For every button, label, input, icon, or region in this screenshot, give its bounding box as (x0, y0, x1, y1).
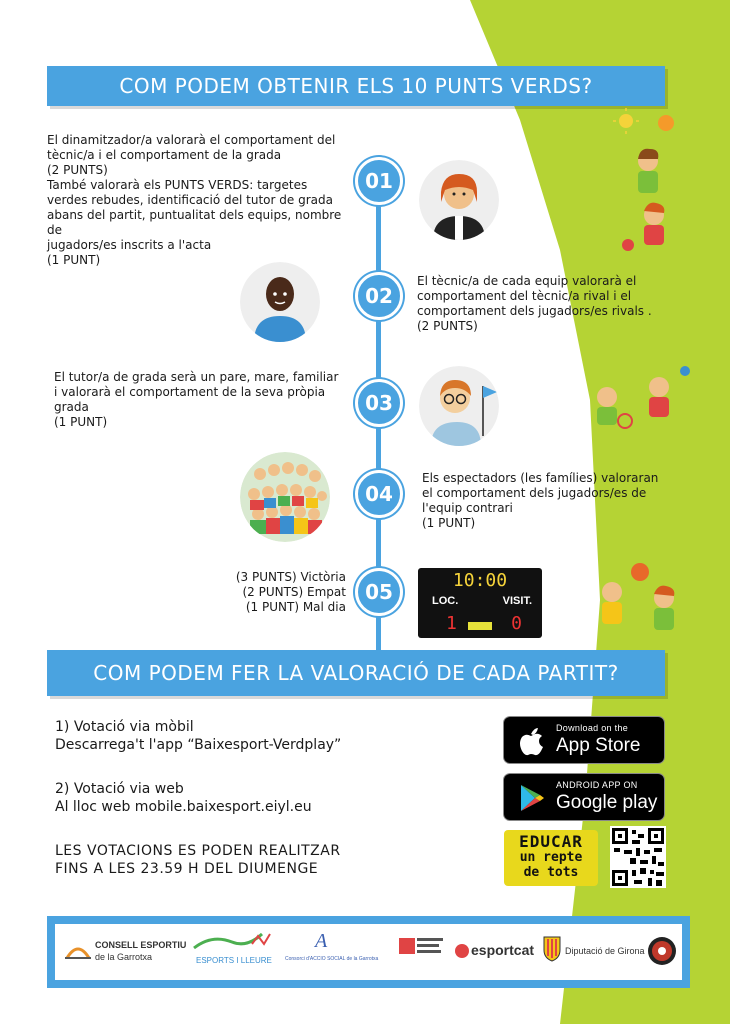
coach-illustration (240, 262, 320, 342)
scoreboard-time: 10:00 (452, 570, 508, 591)
step-3-number: 03 (355, 379, 403, 427)
step-1-text: El dinamitzador/a valorarà el comportament del tècnic/a i el comportament de la grada (2 PUNTS) També valorarà els PUNTS VERDS: targetes verdes rebudes, identificació del tutor de grada abans del partit, puntualitat dels equips, nombre de jugadors/es inscrits a l'acta (1 PUNT) (47, 133, 342, 267)
page-title: COM PODEM OBTENIR ELS 10 PUNTS VERDS? (47, 66, 665, 106)
vote-web (55, 780, 312, 816)
institut-logo (395, 924, 445, 980)
esportcat-mark-icon (455, 944, 469, 958)
scoreboard-away-label: VISIT. (502, 595, 532, 607)
kids-decoration-top (600, 105, 690, 255)
shield-icon (543, 936, 561, 962)
referee-illustration (419, 160, 499, 240)
scoreboard-bar (468, 622, 492, 630)
app-store-button[interactable]: Download on the App Store (503, 716, 665, 764)
scoreboard-away-score: 0 (511, 613, 522, 634)
qr-code[interactable] (610, 826, 666, 888)
scoreboard-home-label: LOC. (432, 595, 459, 607)
a-mark-icon: A (315, 930, 328, 952)
tutor-illustration (419, 366, 499, 446)
vote-web-text: Al lloc web mobile.baixesport.eiyl.eu (55, 799, 312, 815)
apple-icon (514, 724, 548, 758)
consorci-accio-social-logo: A Consorci d'ACCIÓ SOCIAL de la Garrotxa (285, 930, 379, 962)
kids-decoration-bottom (590, 560, 690, 635)
diputacio-girona-logo: Diputació de Girona (543, 924, 643, 980)
google-play-icon (514, 781, 548, 815)
esportcat-logo: esportcat (455, 924, 535, 980)
step-2-number: 02 (355, 272, 403, 320)
club-badge-logo (645, 924, 679, 980)
step-4-number: 04 (355, 470, 403, 518)
vote-mobile-text: Descarrega't l'app “Baixesport-Verdplay” (55, 737, 342, 753)
esports-i-lleure-logo: ESPORTS I LLEURE (190, 924, 275, 980)
club-badge-icon (647, 934, 677, 968)
google-play-button[interactable]: ANDROID APP ON Google play (503, 773, 665, 821)
vote-deadline: LES VOTACIONS ES PODEN REALITZAR FINS A LES 23.59 H DEL DIUMENGE (55, 843, 341, 877)
kids-decoration-middle (585, 365, 695, 440)
vote-mobile (55, 718, 341, 754)
section-title: COM PODEM FER LA VALORACIÓ DE CADA PARTIT? (47, 650, 665, 696)
step-2-text: El tècnic/a de cada equip valorarà el comportament del tècnic/a rival i el comportament dels jugadors/es rivals . (2 PUNTS) (417, 274, 652, 333)
swoosh-icon (192, 930, 272, 952)
step-4-text: Els espectadors (les famílies) valoraran el comportament dels jugadors/es de l'equip contrari (1 PUNT) (422, 471, 659, 530)
vote-web-title: 2) Votació via web (55, 781, 184, 797)
vote-mobile-title: 1) Votació via mòbil (55, 719, 194, 735)
arch-icon (65, 942, 91, 960)
educar-logo: EDUCAR un repte de tots (504, 830, 598, 886)
institut-red-square (399, 938, 415, 954)
step-5-text: (3 PUNTS) Victòria (2 PUNTS) Empat (1 PUNT) Mal dia (235, 570, 346, 614)
scoreboard-home-score: 1 (446, 613, 457, 634)
consell-esportiu-logo: CONSELL ESPORTIU de la Garrotxa (65, 924, 195, 980)
crowd-illustration (240, 452, 330, 542)
scoreboard (418, 568, 542, 638)
step-3-text: El tutor/a de grada serà un pare, mare, familiar i valorarà el comportament de la seva pròpia grada (1 PUNT) (54, 370, 339, 429)
step-5-number: 05 (355, 568, 403, 616)
footer-logos (47, 916, 690, 988)
step-1-number: 01 (355, 157, 403, 205)
